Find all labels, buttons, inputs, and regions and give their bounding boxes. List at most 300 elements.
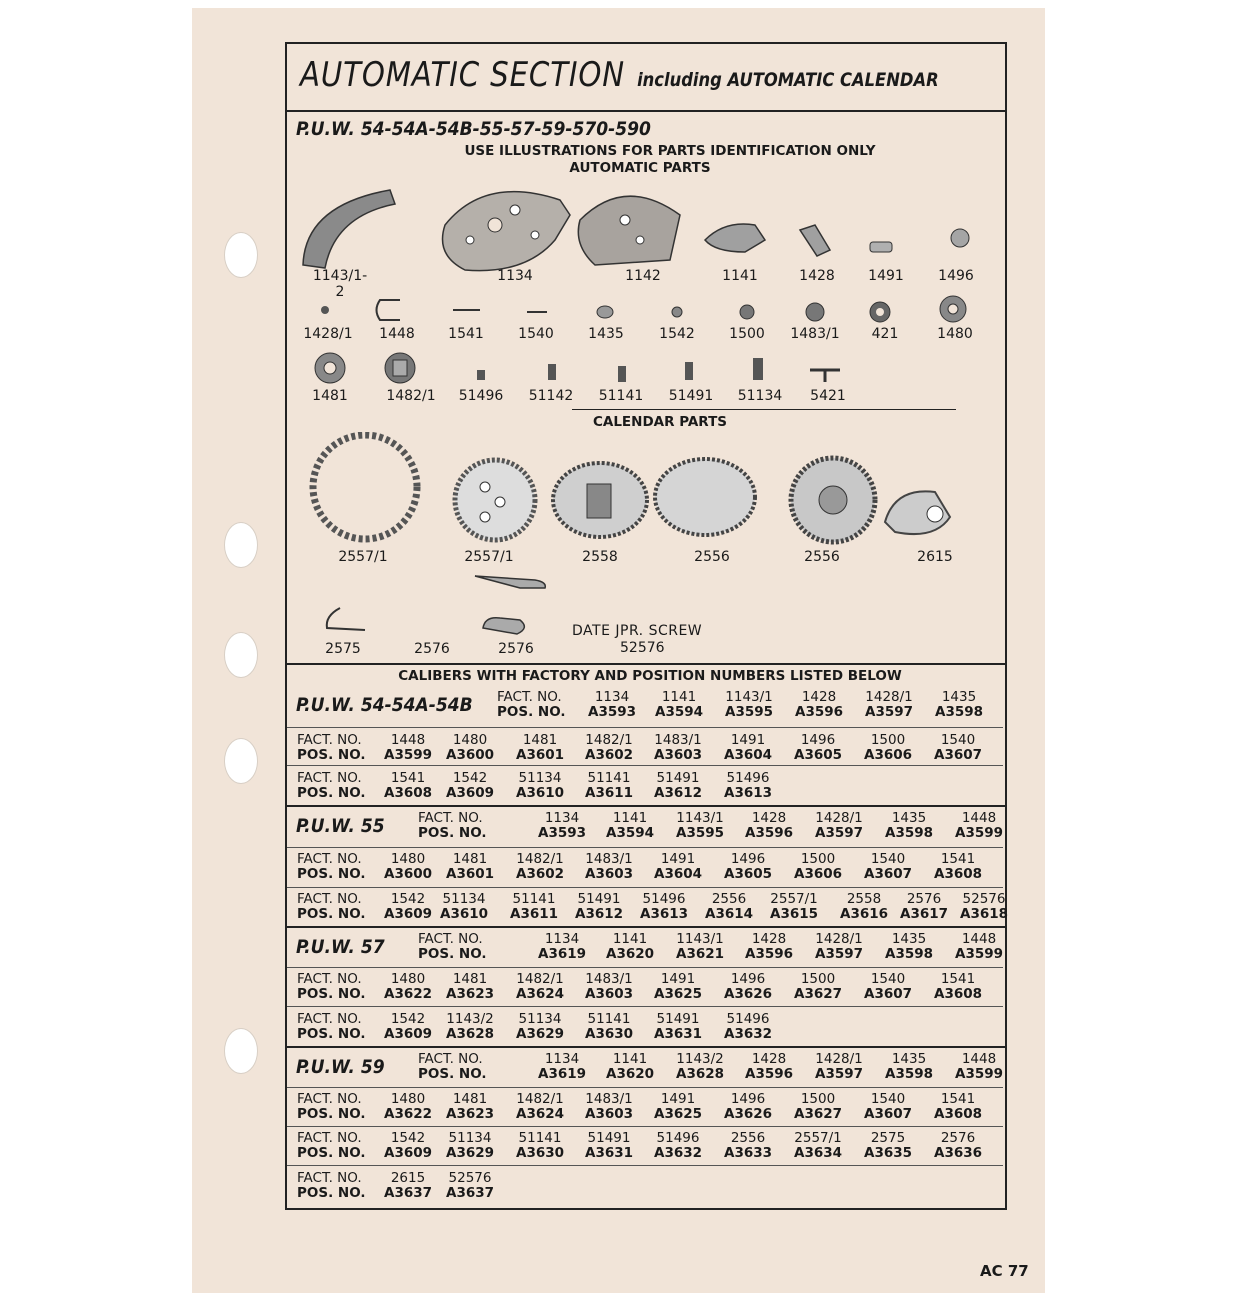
pos-no: A3611 xyxy=(510,906,559,922)
caliber-name: P.U.W. 55 xyxy=(296,815,385,837)
part-entry xyxy=(640,892,688,922)
part-entry xyxy=(654,771,702,801)
lever-2576-b-icon xyxy=(483,618,524,634)
part-entry xyxy=(864,852,912,882)
part-entry xyxy=(955,1052,1003,1082)
pos-no: A3594 xyxy=(655,704,704,720)
pos-no: A3595 xyxy=(676,825,725,841)
fact-no: 52576 xyxy=(962,891,1006,907)
fact-no: 1541 xyxy=(390,770,426,786)
fact-no: 51496 xyxy=(726,1011,770,1027)
part-entry xyxy=(446,1092,494,1122)
spring-2576-a-icon xyxy=(475,576,545,588)
table-rule xyxy=(287,1165,1003,1166)
binder-hole xyxy=(224,1028,258,1074)
part-label: 51496 xyxy=(458,388,504,404)
pos-no: A3606 xyxy=(864,747,913,763)
row-label xyxy=(297,1012,366,1042)
fact-no: 1428 xyxy=(751,1051,787,1067)
part-entry xyxy=(654,972,702,1002)
row-label xyxy=(297,972,366,1002)
pos-no-label: POS. NO. xyxy=(497,704,566,720)
pos-no: A3624 xyxy=(516,986,565,1002)
fact-no-label: FACT. NO. xyxy=(497,689,562,705)
wheel-1500-icon xyxy=(740,305,754,319)
pos-no: A3614 xyxy=(705,906,754,922)
pos-no-label: POS. NO. xyxy=(297,906,366,922)
pos-no: A3599 xyxy=(955,946,1004,962)
part-entry xyxy=(446,733,494,763)
pos-no: A3600 xyxy=(384,866,433,882)
pin-1428-1-icon xyxy=(321,306,329,314)
pos-no: A3597 xyxy=(815,1066,864,1082)
pos-no: A3603 xyxy=(585,986,634,1002)
table-rule xyxy=(287,765,1003,766)
fact-no-label: FACT. NO. xyxy=(418,1051,483,1067)
pos-no: A3611 xyxy=(585,785,634,801)
fact-no-label: FACT. NO. xyxy=(297,971,362,987)
part-label: 1428/1 xyxy=(303,326,353,342)
pos-no: A3599 xyxy=(384,747,433,763)
binder-hole xyxy=(224,738,258,784)
pos-no: A3607 xyxy=(864,1106,913,1122)
part-entry xyxy=(654,1092,702,1122)
fact-no: 1428/1 xyxy=(815,810,863,826)
pos-no: A3600 xyxy=(446,747,495,763)
part-entry xyxy=(384,892,432,922)
fact-no: 1482/1 xyxy=(516,1091,564,1107)
fact-no: 2576 xyxy=(940,1130,976,1146)
screw-51491-icon xyxy=(685,362,693,380)
fact-no: 1435 xyxy=(891,931,927,947)
part-entry xyxy=(446,1131,494,1161)
fact-no: 1435 xyxy=(941,689,977,705)
pos-no: A3612 xyxy=(575,906,624,922)
part-label: 2575 xyxy=(325,641,361,657)
part-label: 2615 xyxy=(917,549,953,565)
pos-no: A3631 xyxy=(585,1145,634,1161)
part-entry xyxy=(384,771,432,801)
part-label: 1134 xyxy=(497,268,533,284)
part-entry xyxy=(794,972,842,1002)
fact-no: 1496 xyxy=(730,971,766,987)
part-entry xyxy=(724,1092,772,1122)
pos-no-label: POS. NO. xyxy=(297,866,366,882)
part-label: 1491 xyxy=(868,268,904,284)
fact-no-label: FACT. NO. xyxy=(297,1011,362,1027)
fact-no: 1481 xyxy=(522,732,558,748)
part-label: 1483/1 xyxy=(790,326,840,342)
part-label: 1142 xyxy=(625,268,661,284)
pos-no: A3633 xyxy=(724,1145,773,1161)
row-label xyxy=(297,771,366,801)
part-label: 2557/1 xyxy=(338,549,388,565)
row-label xyxy=(418,1052,487,1082)
part-entry xyxy=(384,972,432,1002)
part-entry xyxy=(516,1012,564,1042)
pos-no: A3629 xyxy=(446,1145,495,1161)
fact-no-label: FACT. NO. xyxy=(297,770,362,786)
part-entry xyxy=(724,852,772,882)
table-rule xyxy=(287,847,1003,848)
fact-no: 1541 xyxy=(940,1091,976,1107)
part-entry xyxy=(538,932,586,962)
part-entry xyxy=(384,1092,432,1122)
fact-no: 1480 xyxy=(390,971,426,987)
fact-no: 1483/1 xyxy=(654,732,702,748)
part-entry xyxy=(575,892,623,922)
pos-no-label: POS. NO. xyxy=(297,1026,366,1042)
fact-no: 1540 xyxy=(940,732,976,748)
fact-no: 1491 xyxy=(660,851,696,867)
pos-no: A3601 xyxy=(446,866,495,882)
fact-no: 1496 xyxy=(800,732,836,748)
fact-no: 1483/1 xyxy=(585,1091,633,1107)
fact-no: 51141 xyxy=(512,891,556,907)
part-entry xyxy=(934,852,982,882)
part-entry xyxy=(516,771,564,801)
pos-no-label: POS. NO. xyxy=(418,946,487,962)
pos-no: A3630 xyxy=(516,1145,565,1161)
part-entry xyxy=(585,1131,633,1161)
part-label: 51141 xyxy=(598,388,644,404)
part-entry xyxy=(654,733,702,763)
pos-no: A3628 xyxy=(676,1066,725,1082)
part-entry xyxy=(384,1131,432,1161)
fact-no: 1542 xyxy=(390,1130,426,1146)
fact-no: 51496 xyxy=(642,891,686,907)
pos-no: A3609 xyxy=(446,785,495,801)
fact-no: 2557/1 xyxy=(770,891,818,907)
pos-no: A3598 xyxy=(885,825,934,841)
pin-5421-icon xyxy=(810,370,840,382)
pos-no: A3619 xyxy=(538,1066,587,1082)
pos-no: A3606 xyxy=(794,866,843,882)
part-label: 2556 xyxy=(694,549,730,565)
pos-no: A3610 xyxy=(440,906,489,922)
fact-no: 51141 xyxy=(587,1011,631,1027)
table-rule xyxy=(285,926,1005,928)
part-entry xyxy=(794,1131,842,1161)
page-title: AUTOMATIC SECTION including AUTOMATIC CALENDAR xyxy=(300,55,939,95)
pos-no: A3635 xyxy=(864,1145,913,1161)
pos-no: A3626 xyxy=(724,986,773,1002)
fact-no: 1483/1 xyxy=(585,971,633,987)
oscillating-weight-1143-icon xyxy=(303,190,395,268)
fact-no: 1481 xyxy=(452,971,488,987)
pos-no: A3608 xyxy=(934,866,983,882)
fact-no: 52576 xyxy=(448,1170,492,1186)
part-entry xyxy=(440,892,488,922)
screw-51134-icon xyxy=(753,358,763,380)
fact-no: 1141 xyxy=(612,1051,648,1067)
fact-no: 1482/1 xyxy=(516,971,564,987)
page-number: AC 77 xyxy=(980,1262,1029,1280)
fact-no: 1448 xyxy=(961,931,997,947)
row-label xyxy=(418,811,487,841)
calendar-rule xyxy=(572,409,956,410)
caliber-name: P.U.W. 59 xyxy=(296,1056,385,1078)
part-entry xyxy=(446,771,494,801)
part-entry xyxy=(654,1131,702,1161)
lever-1428-icon xyxy=(800,225,830,256)
automatic-parts-label: AUTOMATIC PARTS xyxy=(569,160,711,176)
row-label xyxy=(297,1092,366,1122)
pos-no-label: POS. NO. xyxy=(297,1185,366,1201)
fact-no: 51496 xyxy=(726,770,770,786)
fact-no: 51134 xyxy=(442,891,486,907)
part-label: 51142 xyxy=(528,388,574,404)
part-entry xyxy=(516,972,564,1002)
part-entry xyxy=(885,932,933,962)
part-entry xyxy=(585,852,633,882)
part-entry xyxy=(384,1012,432,1042)
fact-no: 1542 xyxy=(390,891,426,907)
fact-no-label: FACT. NO. xyxy=(297,732,362,748)
pos-no: A3626 xyxy=(724,1106,773,1122)
fact-no: 1141 xyxy=(661,689,697,705)
part-label: 1480 xyxy=(937,326,973,342)
fact-no-label: FACT. NO. xyxy=(418,931,483,947)
fact-no: 51134 xyxy=(518,770,562,786)
pos-no: A3598 xyxy=(935,704,984,720)
part-label: 1500 xyxy=(729,326,765,342)
table-rule xyxy=(287,1087,1003,1088)
bridge-1491-icon xyxy=(870,242,892,252)
fact-no-label: FACT. NO. xyxy=(297,1170,362,1186)
fact-no: 1540 xyxy=(870,851,906,867)
part-entry xyxy=(724,1012,772,1042)
part-entry xyxy=(794,733,842,763)
screw-51141-icon xyxy=(618,366,626,382)
binder-hole xyxy=(224,232,258,278)
part-entry xyxy=(815,1052,863,1082)
fact-no: 1480 xyxy=(390,1091,426,1107)
fact-no: 1496 xyxy=(730,851,766,867)
part-label: 2576 xyxy=(414,641,450,657)
pos-no: A3595 xyxy=(725,704,774,720)
pos-no: A3627 xyxy=(794,986,843,1002)
pos-no: A3609 xyxy=(384,1026,433,1042)
pos-no: A3602 xyxy=(516,866,565,882)
fact-no: 1134 xyxy=(544,931,580,947)
pos-no: A3597 xyxy=(815,825,864,841)
table-rule xyxy=(287,1006,1003,1007)
section-heading: P.U.W. 54-54A-54B-55-57-59-570-590 xyxy=(296,118,651,140)
fact-no-label: FACT. NO. xyxy=(297,1130,362,1146)
part-label: 2558 xyxy=(582,549,618,565)
pos-no: A3596 xyxy=(795,704,844,720)
pos-no: A3637 xyxy=(446,1185,495,1201)
fact-no: 51496 xyxy=(656,1130,700,1146)
pos-no: A3619 xyxy=(538,946,587,962)
fact-no: 51491 xyxy=(587,1130,631,1146)
part-entry xyxy=(384,852,432,882)
part-entry xyxy=(516,852,564,882)
table-rule xyxy=(287,887,1003,888)
part-entry xyxy=(588,690,636,720)
jewel-1435-icon xyxy=(597,306,613,318)
part-entry xyxy=(724,771,772,801)
wheel-2556-a-icon xyxy=(655,459,755,535)
caliber-name: P.U.W. 54-54A-54B xyxy=(296,694,473,716)
fact-no: 1491 xyxy=(660,971,696,987)
part-entry xyxy=(654,852,702,882)
part-entry xyxy=(885,811,933,841)
fact-no: 2576 xyxy=(906,891,942,907)
part-entry xyxy=(900,892,948,922)
fact-no: 1134 xyxy=(544,1051,580,1067)
part-entry xyxy=(446,972,494,1002)
part-entry xyxy=(885,1052,933,1082)
pos-no: A3627 xyxy=(794,1106,843,1122)
fact-no: 1500 xyxy=(870,732,906,748)
fact-no: 1428 xyxy=(751,931,787,947)
pos-no: A3636 xyxy=(934,1145,983,1161)
automatic-parts-row3 xyxy=(295,350,985,388)
row-label xyxy=(297,1131,366,1161)
pos-no: A3613 xyxy=(640,906,689,922)
fact-no: 1481 xyxy=(452,1091,488,1107)
calibers-divider xyxy=(285,663,1005,665)
row-label xyxy=(297,733,366,763)
fact-no: 1143/2 xyxy=(676,1051,724,1067)
part-entry xyxy=(585,1012,633,1042)
part-entry xyxy=(724,1131,772,1161)
part-entry xyxy=(955,932,1003,962)
fact-no: 1428 xyxy=(751,810,787,826)
calendar-parts-label: CALENDAR PARTS xyxy=(592,414,728,430)
part-label: 51491 xyxy=(668,388,714,404)
pos-no: A3632 xyxy=(654,1145,703,1161)
part-entry xyxy=(585,733,633,763)
table-rule xyxy=(287,1126,1003,1127)
fact-no: 51491 xyxy=(577,891,621,907)
part-label: 51134 xyxy=(737,388,783,404)
part-entry xyxy=(538,811,586,841)
fact-no: 1428/1 xyxy=(815,1051,863,1067)
part-label: 1448 xyxy=(379,326,415,342)
part-entry xyxy=(724,972,772,1002)
pos-no: A3609 xyxy=(384,906,433,922)
part-entry xyxy=(654,1012,702,1042)
part-entry xyxy=(770,892,818,922)
part-entry xyxy=(446,1012,494,1042)
pos-no: A3596 xyxy=(745,1066,794,1082)
part-label: 421 xyxy=(871,326,899,342)
pos-no: A3610 xyxy=(516,785,565,801)
part-entry xyxy=(794,1092,842,1122)
date-jumper-screw-number: 52576 xyxy=(620,640,665,656)
pos-no: A3604 xyxy=(654,866,703,882)
part-label: 1496 xyxy=(938,268,974,284)
date-ring-2557-1-icon xyxy=(313,435,417,539)
fact-no: 1500 xyxy=(800,1091,836,1107)
pos-no: A3603 xyxy=(585,1106,634,1122)
pos-no: A3624 xyxy=(516,1106,565,1122)
automatic-parts-row2 xyxy=(295,292,985,328)
fact-no-label: FACT. NO. xyxy=(297,891,362,907)
part-label: 2557/1 xyxy=(464,549,514,565)
part-entry xyxy=(724,733,772,763)
part-entry xyxy=(865,690,913,720)
pos-no: A3602 xyxy=(585,747,634,763)
pos-no: A3596 xyxy=(745,825,794,841)
pos-no: A3616 xyxy=(840,906,889,922)
fact-no: 1143/1 xyxy=(676,810,724,826)
part-entry xyxy=(384,733,432,763)
fact-no: 1482/1 xyxy=(585,732,633,748)
fact-no: 1480 xyxy=(390,851,426,867)
pos-no: A3593 xyxy=(538,825,587,841)
table-rule xyxy=(287,967,1003,968)
screw-1542-icon xyxy=(672,307,682,317)
pos-no: A3612 xyxy=(654,785,703,801)
part-label: 1541 xyxy=(448,326,484,342)
row-label xyxy=(497,690,566,720)
part-label: 2556 xyxy=(804,549,840,565)
screw-51142-icon xyxy=(548,364,556,380)
pos-no: A3623 xyxy=(446,986,495,1002)
pos-no-label: POS. NO. xyxy=(418,825,487,841)
fact-no: 51491 xyxy=(656,1011,700,1027)
part-entry xyxy=(516,1131,564,1161)
fact-no: 51491 xyxy=(656,770,700,786)
caliber-name: P.U.W. 57 xyxy=(296,936,385,958)
fact-no-label: FACT. NO. xyxy=(297,1091,362,1107)
pos-no: A3613 xyxy=(724,785,773,801)
fact-no: 1500 xyxy=(800,851,836,867)
pos-no: A3603 xyxy=(654,747,703,763)
fact-no: 1542 xyxy=(452,770,488,786)
pos-no: A3637 xyxy=(384,1185,433,1201)
fact-no: 1448 xyxy=(961,810,997,826)
fact-no: 1491 xyxy=(660,1091,696,1107)
part-label: 1435 xyxy=(588,326,624,342)
fact-no: 1143/2 xyxy=(446,1011,494,1027)
fact-no: 1500 xyxy=(800,971,836,987)
fact-no: 1482/1 xyxy=(516,851,564,867)
fact-no-label: FACT. NO. xyxy=(297,851,362,867)
part-entry xyxy=(676,811,724,841)
part-entry xyxy=(934,1092,982,1122)
pos-no: A3608 xyxy=(934,986,983,1002)
fact-no: 1540 xyxy=(870,1091,906,1107)
pos-no: A3617 xyxy=(900,906,949,922)
part-entry xyxy=(585,771,633,801)
fact-no: 1481 xyxy=(452,851,488,867)
pos-no: A3601 xyxy=(516,747,565,763)
fact-no: 1496 xyxy=(730,1091,766,1107)
part-entry xyxy=(538,1052,586,1082)
part-entry xyxy=(585,972,633,1002)
pos-no-label: POS. NO. xyxy=(297,785,366,801)
bridge-plate-1134-icon xyxy=(443,192,571,271)
pos-no: A3628 xyxy=(446,1026,495,1042)
pos-no: A3609 xyxy=(384,1145,433,1161)
identification-note: USE ILLUSTRATIONS FOR PARTS IDENTIFICATION ONLY xyxy=(464,143,876,159)
part-label: 1428 xyxy=(799,268,835,284)
pos-no: A3598 xyxy=(885,946,934,962)
part-entry xyxy=(935,690,983,720)
part-label: 1481 xyxy=(312,388,348,404)
pos-no: A3631 xyxy=(654,1026,703,1042)
pos-no-label: POS. NO. xyxy=(297,986,366,1002)
row-label xyxy=(297,892,366,922)
part-entry xyxy=(840,892,888,922)
screw-51496-icon xyxy=(477,370,485,380)
title-suffix: including AUTOMATIC CALENDAR xyxy=(637,69,939,91)
